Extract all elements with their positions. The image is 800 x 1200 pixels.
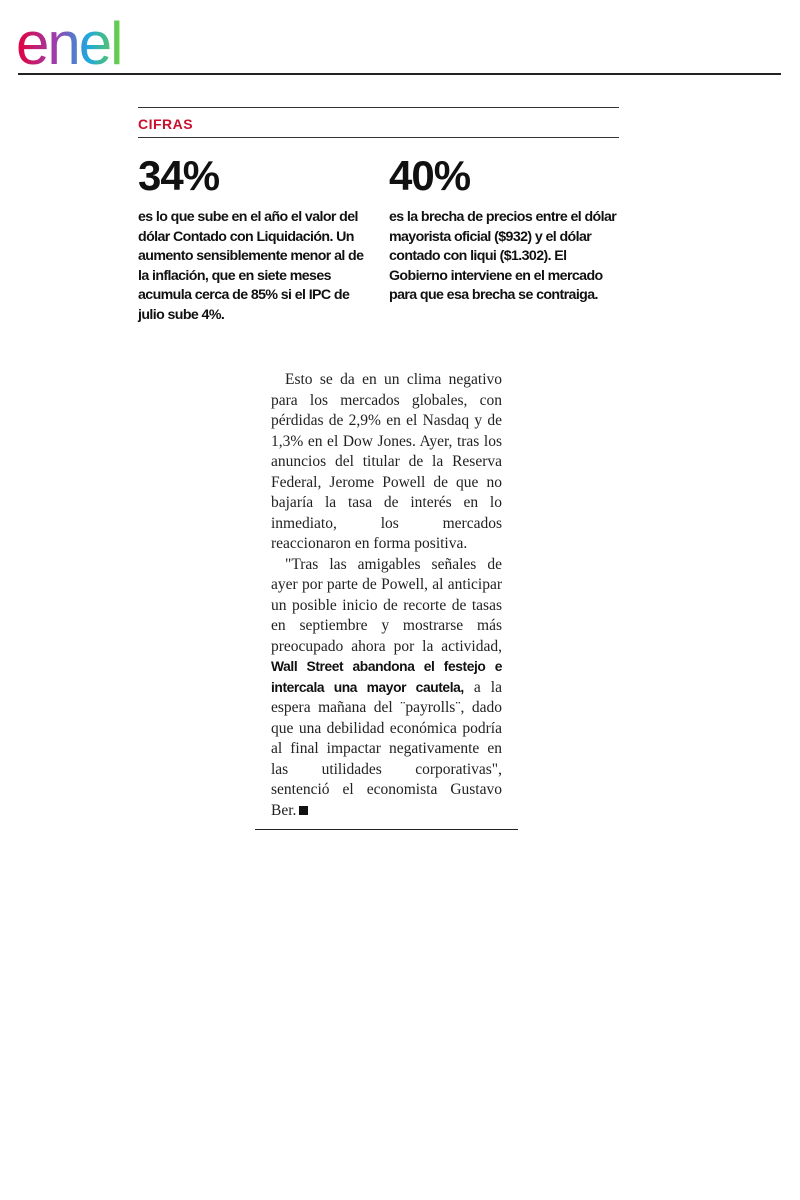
stat-value: 34%: [138, 152, 220, 199]
section-bottom-divider: [138, 137, 619, 138]
highlighted-text: Wall Street abandona el festejo e intercala una mayor cautela,: [271, 659, 502, 695]
stat-description: es lo que sube en el año el valor del dólar Contado con Liquidación. Un aumento sensiblemente menor al de la inflación, que en siete meses acumula cerca de 85% si el IPC de julio sube 4%.: [138, 209, 364, 323]
stat-description: es la brecha de precios entre el dólar mayorista oficial ($932) y el dólar contado con liqui ($1.302). El Gobierno interviene en el mercado para que esa brecha se contraiga.: [389, 209, 617, 303]
section-label: CIFRAS: [138, 116, 194, 132]
end-of-article-mark-icon: [299, 806, 308, 815]
section-top-divider: [138, 107, 619, 108]
stat-block-1: [138, 150, 370, 325]
enel-logo-text: enel: [16, 10, 122, 70]
paragraph-text: "Tras las amigables señales de ayer por parte de Powell, al anticipar un posible inicio de recorte de tasas en septiembre y mostrarse más preocupado ahora por la actividad,: [271, 555, 502, 655]
paragraph-text: a la espera mañana del ¨payrolls¨, dado que una debilidad económica podría al final impactar negativamente en las utilidades corporativas", sentenció el economista Gustavo Ber.: [271, 678, 502, 819]
stat-value: 40%: [389, 152, 471, 199]
header-divider: [18, 73, 781, 75]
article-paragraph: [271, 555, 502, 822]
enel-logo: [16, 8, 180, 70]
article-bottom-divider: [255, 829, 518, 830]
article-paragraph: Esto se da en un clima negativo para los mercados globales, con pérdidas de 2,9% en el Nasdaq y de 1,3% en el Dow Jones. Ayer, tras los anuncios del titular de la Reserva Federal, Jerome Powell de que no bajaría la tasa de interés en lo inmediato, los mercados reaccionaron en forma positiva.: [271, 371, 502, 552]
stat-block-2: [389, 150, 621, 306]
article-body: [271, 370, 502, 821]
